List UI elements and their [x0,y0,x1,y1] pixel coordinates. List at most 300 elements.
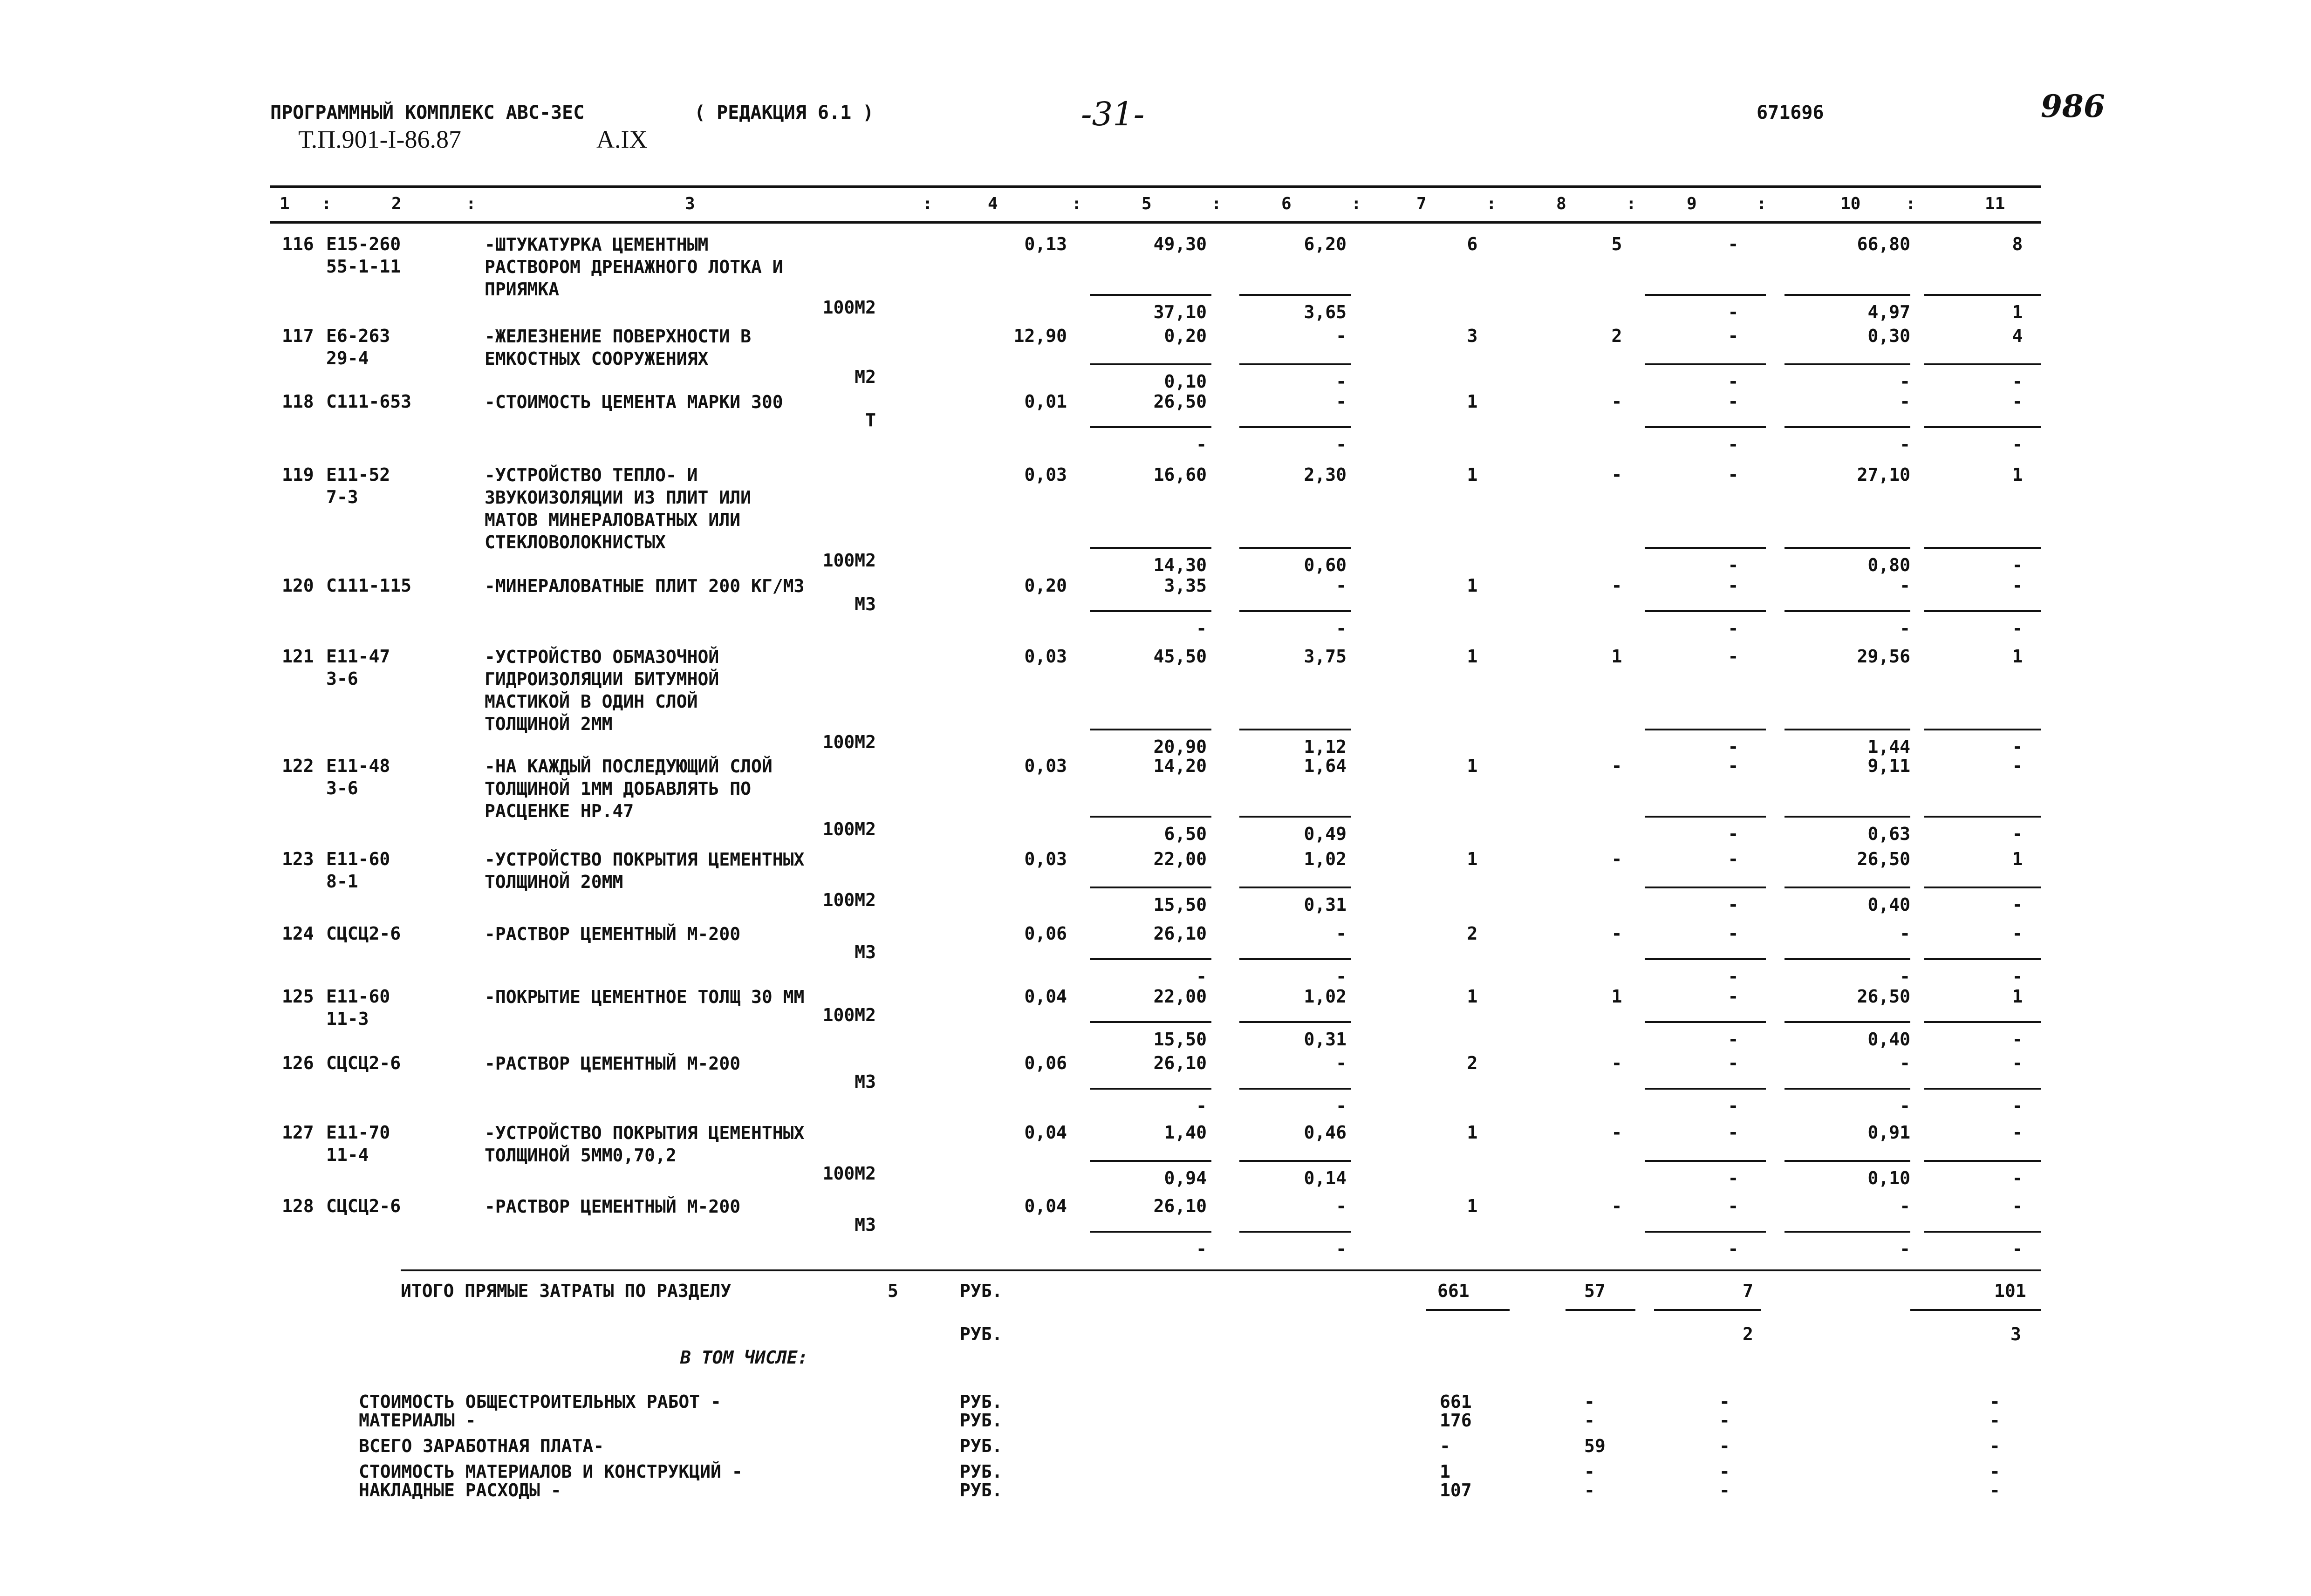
row-number: 117 [282,326,314,346]
unit-label: 100М2 [822,297,876,318]
cost-total: 26,10 [1153,923,1207,944]
col8-value: - [1611,575,1622,596]
rate-code: Е11-60 [326,986,390,1007]
rate-code: 7-3 [326,487,358,507]
col7-value: 1 [1467,646,1478,667]
rate-code: Е11-70 [326,1122,390,1143]
col7-value: 1 [1467,1196,1478,1216]
row-divider [1090,1160,1211,1162]
quantity: 0,13 [1024,234,1067,254]
summary-c11: - [1990,1391,2000,1412]
row-divider [1924,887,2041,888]
row-divider [1645,887,1766,888]
rate-code: Е6-263 [326,326,390,346]
header-rule-top [270,185,2041,188]
col10-value: 27,10 [1857,464,1910,485]
row-divider [1090,958,1211,960]
unit-label: М3 [855,1214,876,1235]
col8-value: 1 [1611,986,1622,1007]
col9-value: - [1728,923,1739,944]
item-name: ТОЛЩИНОЙ 2ММ [485,714,613,734]
col11-value-2: - [2012,737,2023,757]
quantity: 0,04 [1024,1122,1067,1143]
summary-c9: - [1719,1410,1730,1431]
cost-wages: - [1196,1096,1207,1116]
column-separator: : [1211,194,1222,213]
col10-value-2: 0,63 [1867,824,1910,844]
col9-value: - [1728,1053,1739,1073]
row-divider [1785,1231,1910,1233]
row-divider [1239,887,1351,888]
summary-label: МАТЕРИАЛЫ - [359,1410,476,1431]
program-title: ПРОГРАММНЫЙ КОМПЛЕКС АВС-3ЕС [270,102,585,123]
quantity: 0,01 [1024,391,1067,412]
column-separator: : [1906,194,1916,213]
col9-value: - [1728,234,1739,254]
column-separator: : [1757,194,1767,213]
col10-value: - [1900,1196,1910,1216]
row-number: 121 [282,646,314,667]
row-divider [1239,1160,1351,1162]
unit-label: 100М2 [822,732,876,752]
row-divider [1239,1231,1351,1233]
row-divider [1090,1021,1211,1023]
row-divider [1239,1021,1351,1023]
col9-value: - [1728,1196,1739,1216]
col8-value: 1 [1611,646,1622,667]
row-divider [1090,547,1211,549]
col10-value: 0,30 [1867,326,1910,346]
col10-value-2: - [1900,434,1910,455]
summary-c9: - [1719,1436,1730,1456]
column-number: 2 [391,194,402,213]
item-name: РАСТВОРОМ ДРЕНАЖНОГО ЛОТКА И [485,257,783,277]
column-separator: : [321,194,332,213]
row-divider [1239,547,1351,549]
item-name: -ЖЕЛЕЗНЕНИЕ ПОВЕРХНОСТИ В [485,326,751,347]
quantity: 0,03 [1024,646,1067,667]
rate-code: СЦСЦ2-6 [326,1196,401,1216]
rate-code: Е11-52 [326,464,390,485]
totals-c11: 101 [1994,1281,2026,1301]
col10-value-2: - [1900,1096,1910,1116]
handwritten-mark: 986 [2041,88,2105,124]
row-divider [1785,887,1910,888]
row-divider [1239,610,1351,612]
col11-value: - [2012,575,2023,596]
col7-value: 3 [1467,326,1478,346]
cost-machine-wages: 0,31 [1304,894,1347,915]
col9-value: - [1728,575,1739,596]
cost-wages: - [1196,1239,1207,1259]
col9-value: - [1728,326,1739,346]
column-number: 1 [280,194,290,213]
cost-machines: 1,02 [1304,849,1347,869]
row-number: 122 [282,756,314,776]
rate-code: СЦСЦ2-6 [326,1053,401,1073]
row-divider [1239,1088,1351,1090]
col11-value-2: 1 [2012,302,2023,322]
row-divider [1785,294,1910,296]
cost-wages: 15,50 [1153,894,1207,915]
quantity: 0,03 [1024,849,1067,869]
summary-label: СТОИМОСТЬ МАТЕРИАЛОВ И КОНСТРУКЦИЙ - [359,1461,743,1482]
item-name: -ШТУКАТУРКА ЦЕМЕНТНЫМ [485,234,709,255]
row-divider [1924,426,2041,428]
cost-wages: 0,10 [1164,371,1207,392]
rate-code: Е11-47 [326,646,390,667]
cost-wages: 37,10 [1153,302,1207,322]
col7-value: 1 [1467,575,1478,596]
row-divider [1645,1088,1766,1090]
quantity: 12,90 [1013,326,1067,346]
col9-value: - [1728,646,1739,667]
row-divider [1785,363,1910,365]
cost-machines: 2,30 [1304,464,1347,485]
summary-currency: РУБ. [960,1480,1003,1501]
rate-code: 8-1 [326,871,358,892]
column-number: 7 [1416,194,1427,213]
row-divider [1645,1160,1766,1162]
summary-currency: РУБ. [960,1461,1003,1482]
cost-total: 3,35 [1164,575,1207,596]
totals-c11-2: 3 [2010,1324,2021,1344]
col11-value-2: - [2012,371,2023,392]
row-divider [1785,1021,1910,1023]
cost-total: 16,60 [1153,464,1207,485]
item-name: -РАСТВОР ЦЕМЕНТНЫЙ М-200 [485,1196,741,1217]
col11-value: - [2012,391,2023,412]
col11-value-2: - [2012,894,2023,915]
cost-wages: - [1196,434,1207,455]
unit-label: М3 [855,1071,876,1092]
edition-label: ( РЕДАКЦИЯ 6.1 ) [694,102,874,123]
row-divider [1239,363,1351,365]
quantity: 0,06 [1024,923,1067,944]
summary-c11: - [1990,1461,2000,1482]
rate-code: 11-4 [326,1145,369,1165]
col11-value: - [2012,1196,2023,1216]
cost-machines: 1,02 [1304,986,1347,1007]
cost-machine-wages: - [1336,1096,1347,1116]
row-divider [1645,547,1766,549]
totals-c8: 57 [1584,1281,1606,1301]
col7-value: 1 [1467,391,1478,412]
item-name: -ПОКРЫТИЕ ЦЕМЕНТНОЕ ТОЛЩ 30 ММ [485,987,805,1007]
cost-machines: - [1336,326,1347,346]
col7-value: 1 [1467,464,1478,485]
row-divider [1924,1160,2041,1162]
including-label: В ТОМ ЧИСЛЕ: [680,1347,808,1368]
col8-value: 2 [1611,326,1622,346]
project-number: Т.П.901-I-86.87 [298,125,462,153]
item-name: ЕМКОСТНЫХ СООРУЖЕНИЯХ [485,348,709,369]
row-number: 123 [282,849,314,869]
cost-total: 26,50 [1153,391,1207,412]
column-separator: : [1351,194,1361,213]
row-divider [1785,426,1910,428]
row-divider [1090,294,1211,296]
totals-currency-2: РУБ. [960,1324,1003,1344]
cost-machine-wages: 0,31 [1304,1029,1347,1050]
summary-c7: 107 [1440,1480,1472,1501]
unit-label: Т [865,410,876,430]
rate-code: 3-6 [326,668,358,689]
page-number: -31- [1081,95,1145,133]
cost-machine-wages: - [1336,1239,1347,1259]
summary-c11: - [1990,1436,2000,1456]
col11-value-2: - [2012,434,2023,455]
item-name: -УСТРОЙСТВО ОБМАЗОЧНОЙ [485,647,719,667]
column-separator: : [1072,194,1082,213]
totals-c9-2: 2 [1743,1324,1753,1344]
row-number: 128 [282,1196,314,1216]
row-divider [1924,729,2041,730]
summary-c8: - [1584,1461,1595,1482]
col9-value: - [1728,986,1739,1007]
cost-machines: - [1336,923,1347,944]
column-separator: : [923,194,933,213]
summary-currency: РУБ. [960,1410,1003,1431]
col11-value: 1 [2012,464,2023,485]
row-divider [1785,1160,1910,1162]
cost-machine-wages: 0,14 [1304,1168,1347,1188]
summary-label: СТОИМОСТЬ ОБЩЕСТРОИТЕЛЬНЫХ РАБОТ - [359,1391,721,1412]
row-number: 118 [282,391,314,412]
rate-code: 55-1-11 [326,256,401,277]
cost-machines: - [1336,575,1347,596]
item-name: -УСТРОЙСТВО ПОКРЫТИЯ ЦЕМЕНТНЫХ [485,849,805,870]
item-name: СТЕКЛОВОЛОКНИСТЫХ [485,532,666,552]
col9-value: - [1728,1122,1739,1143]
cost-machine-wages: 0,60 [1304,555,1347,575]
cost-wages: 0,94 [1164,1168,1207,1188]
summary-c8: 59 [1584,1436,1606,1456]
col9-value-2: - [1728,894,1739,915]
row-divider [1924,363,2041,365]
unit-label: 100М2 [822,1005,876,1025]
row-divider [1924,1021,2041,1023]
row-divider [1090,426,1211,428]
cost-total: 49,30 [1153,234,1207,254]
row-divider [1645,426,1766,428]
row-divider [1785,1088,1910,1090]
col8-value: - [1611,1122,1622,1143]
rate-code: Е15-260 [326,234,401,254]
rate-code: С111-653 [326,391,412,412]
cost-total: 22,00 [1153,849,1207,869]
col9-value-2: - [1728,1096,1739,1116]
totals-label: ИТОГО ПРЯМЫЕ ЗАТРАТЫ ПО РАЗДЕЛУ [401,1281,732,1301]
unit-label: 100М2 [822,1163,876,1184]
col9-value-2: - [1728,737,1739,757]
unit-label: 100М2 [822,819,876,839]
item-name: МАСТИКОЙ В ОДИН СЛОЙ [485,691,698,712]
quantity: 0,04 [1024,986,1067,1007]
col10-value: - [1900,923,1910,944]
cost-machines: - [1336,391,1347,412]
col10-value: 26,50 [1857,849,1910,869]
col11-value-2: - [2012,618,2023,639]
item-name: ТОЛЩИНОЙ 20ММ [485,872,623,892]
unit-label: М3 [855,594,876,614]
row-divider [1924,294,2041,296]
col9-value-2: - [1728,555,1739,575]
col10-value-2: 1,44 [1867,737,1910,757]
row-divider [1090,363,1211,365]
totals-currency: РУБ. [960,1281,1003,1301]
col9-value-2: - [1728,1168,1739,1188]
rate-code: С111-115 [326,575,412,596]
cost-machine-wages: - [1336,966,1347,987]
summary-c7: 661 [1440,1391,1472,1412]
row-number: 127 [282,1122,314,1143]
row-divider [1785,958,1910,960]
item-name: -РАСТВОР ЦЕМЕНТНЫЙ М-200 [485,1053,741,1074]
header-rule-bottom [270,221,2041,224]
summary-c11: - [1990,1480,2000,1501]
col10-value-2: 0,40 [1867,894,1910,915]
item-name: ТОЛЩИНОЙ 5ММ0,70,2 [485,1145,677,1166]
col8-value: - [1611,1053,1622,1073]
cost-machines: 0,46 [1304,1122,1347,1143]
col8-value: - [1611,849,1622,869]
col7-value: 1 [1467,1122,1478,1143]
col11-value-2: - [2012,824,2023,844]
unit-label: М2 [855,367,876,387]
totals-rule [401,1269,2041,1271]
row-divider [1924,547,2041,549]
col10-value-2: - [1900,618,1910,639]
item-name: ГИДРОИЗОЛЯЦИИ БИТУМНОЙ [485,669,719,689]
row-number: 119 [282,464,314,485]
row-divider [1785,816,1910,818]
cost-wages: - [1196,618,1207,639]
column-number: 11 [1985,194,2005,213]
row-divider [1645,1021,1766,1023]
row-number: 120 [282,575,314,596]
quantity: 0,03 [1024,756,1067,776]
cost-machines: - [1336,1053,1347,1073]
row-divider [1924,958,2041,960]
document-code: 671696 [1757,102,1824,123]
cost-wages: 20,90 [1153,737,1207,757]
cost-total: 26,10 [1153,1053,1207,1073]
col10-value-2: - [1900,371,1910,392]
cost-machine-wages: 3,65 [1304,302,1347,322]
summary-c9: - [1719,1480,1730,1501]
col10-value: 26,50 [1857,986,1910,1007]
rate-code: 29-4 [326,348,369,368]
column-separator: : [466,194,476,213]
col7-value: 2 [1467,923,1478,944]
item-name: -УСТРОЙСТВО ПОКРЫТИЯ ЦЕМЕНТНЫХ [485,1123,805,1143]
col9-value-2: - [1728,1029,1739,1050]
row-divider [1924,610,2041,612]
col10-value-2: 0,80 [1867,555,1910,575]
col11-value: - [2012,1053,2023,1073]
row-divider [1924,1088,2041,1090]
cost-total: 14,20 [1153,756,1207,776]
col9-value-2: - [1728,618,1739,639]
row-divider [1090,887,1211,888]
col11-value-2: - [2012,1096,2023,1116]
row-divider [1645,729,1766,730]
item-name: -РАСТВОР ЦЕМЕНТНЫЙ М-200 [485,924,741,944]
cost-machine-wages: - [1336,371,1347,392]
col8-value: - [1611,391,1622,412]
row-divider [1090,729,1211,730]
row-number: 125 [282,986,314,1007]
quantity: 0,20 [1024,575,1067,596]
cost-total: 26,10 [1153,1196,1207,1216]
col10-value: - [1900,1053,1910,1073]
col10-value: - [1900,575,1910,596]
summary-label: ВСЕГО ЗАРАБОТНАЯ ПЛАТА- [359,1436,604,1456]
unit-label: 100М2 [822,550,876,571]
cost-machines: - [1336,1196,1347,1216]
col7-value: 1 [1467,756,1478,776]
totals-c9: 7 [1743,1281,1753,1301]
col9-value: - [1728,756,1739,776]
summary-currency: РУБ. [960,1391,1003,1412]
col9-value-2: - [1728,966,1739,987]
col11-value: 4 [2012,326,2023,346]
column-number: 5 [1142,194,1152,213]
item-name: МАТОВ МИНЕРАЛОВАТНЫХ ИЛИ [485,510,741,530]
rate-code: СЦСЦ2-6 [326,923,401,944]
column-number: 3 [685,194,695,213]
rate-code: Е11-60 [326,849,390,869]
cost-total: 22,00 [1153,986,1207,1007]
row-divider [1239,729,1351,730]
item-name: ПРИЯМКА [485,279,560,300]
col10-value: 9,11 [1867,756,1910,776]
cost-machines: 6,20 [1304,234,1347,254]
col11-value: 1 [2012,986,2023,1007]
row-divider [1785,610,1910,612]
col11-value-2: - [2012,1029,2023,1050]
column-number: 10 [1840,194,1861,213]
col10-value-2: - [1900,1239,1910,1259]
col8-value: - [1611,923,1622,944]
col11-value: 1 [2012,646,2023,667]
col7-value: 6 [1467,234,1478,254]
col9-value-2: - [1728,1239,1739,1259]
col10-value: 29,56 [1857,646,1910,667]
column-separator: : [1626,194,1636,213]
cost-total: 45,50 [1153,646,1207,667]
totals-underline-4 [1910,1309,2041,1311]
col9-value-2: - [1728,302,1739,322]
row-number: 116 [282,234,314,254]
row-divider [1924,816,2041,818]
quantity: 0,04 [1024,1196,1067,1216]
item-name: -МИНЕРАЛОВАТНЫЕ ПЛИТ 200 КГ/М3 [485,576,805,596]
col11-value: - [2012,756,2023,776]
row-divider [1924,1231,2041,1233]
col11-value: 8 [2012,234,2023,254]
column-number: 6 [1281,194,1292,213]
cost-machine-wages: - [1336,618,1347,639]
summary-c8: - [1584,1410,1595,1431]
row-divider [1645,816,1766,818]
summary-c7: - [1440,1436,1450,1456]
cost-machines: 3,75 [1304,646,1347,667]
col11-value-2: - [2012,1239,2023,1259]
row-divider [1645,1231,1766,1233]
unit-label: М3 [855,942,876,962]
